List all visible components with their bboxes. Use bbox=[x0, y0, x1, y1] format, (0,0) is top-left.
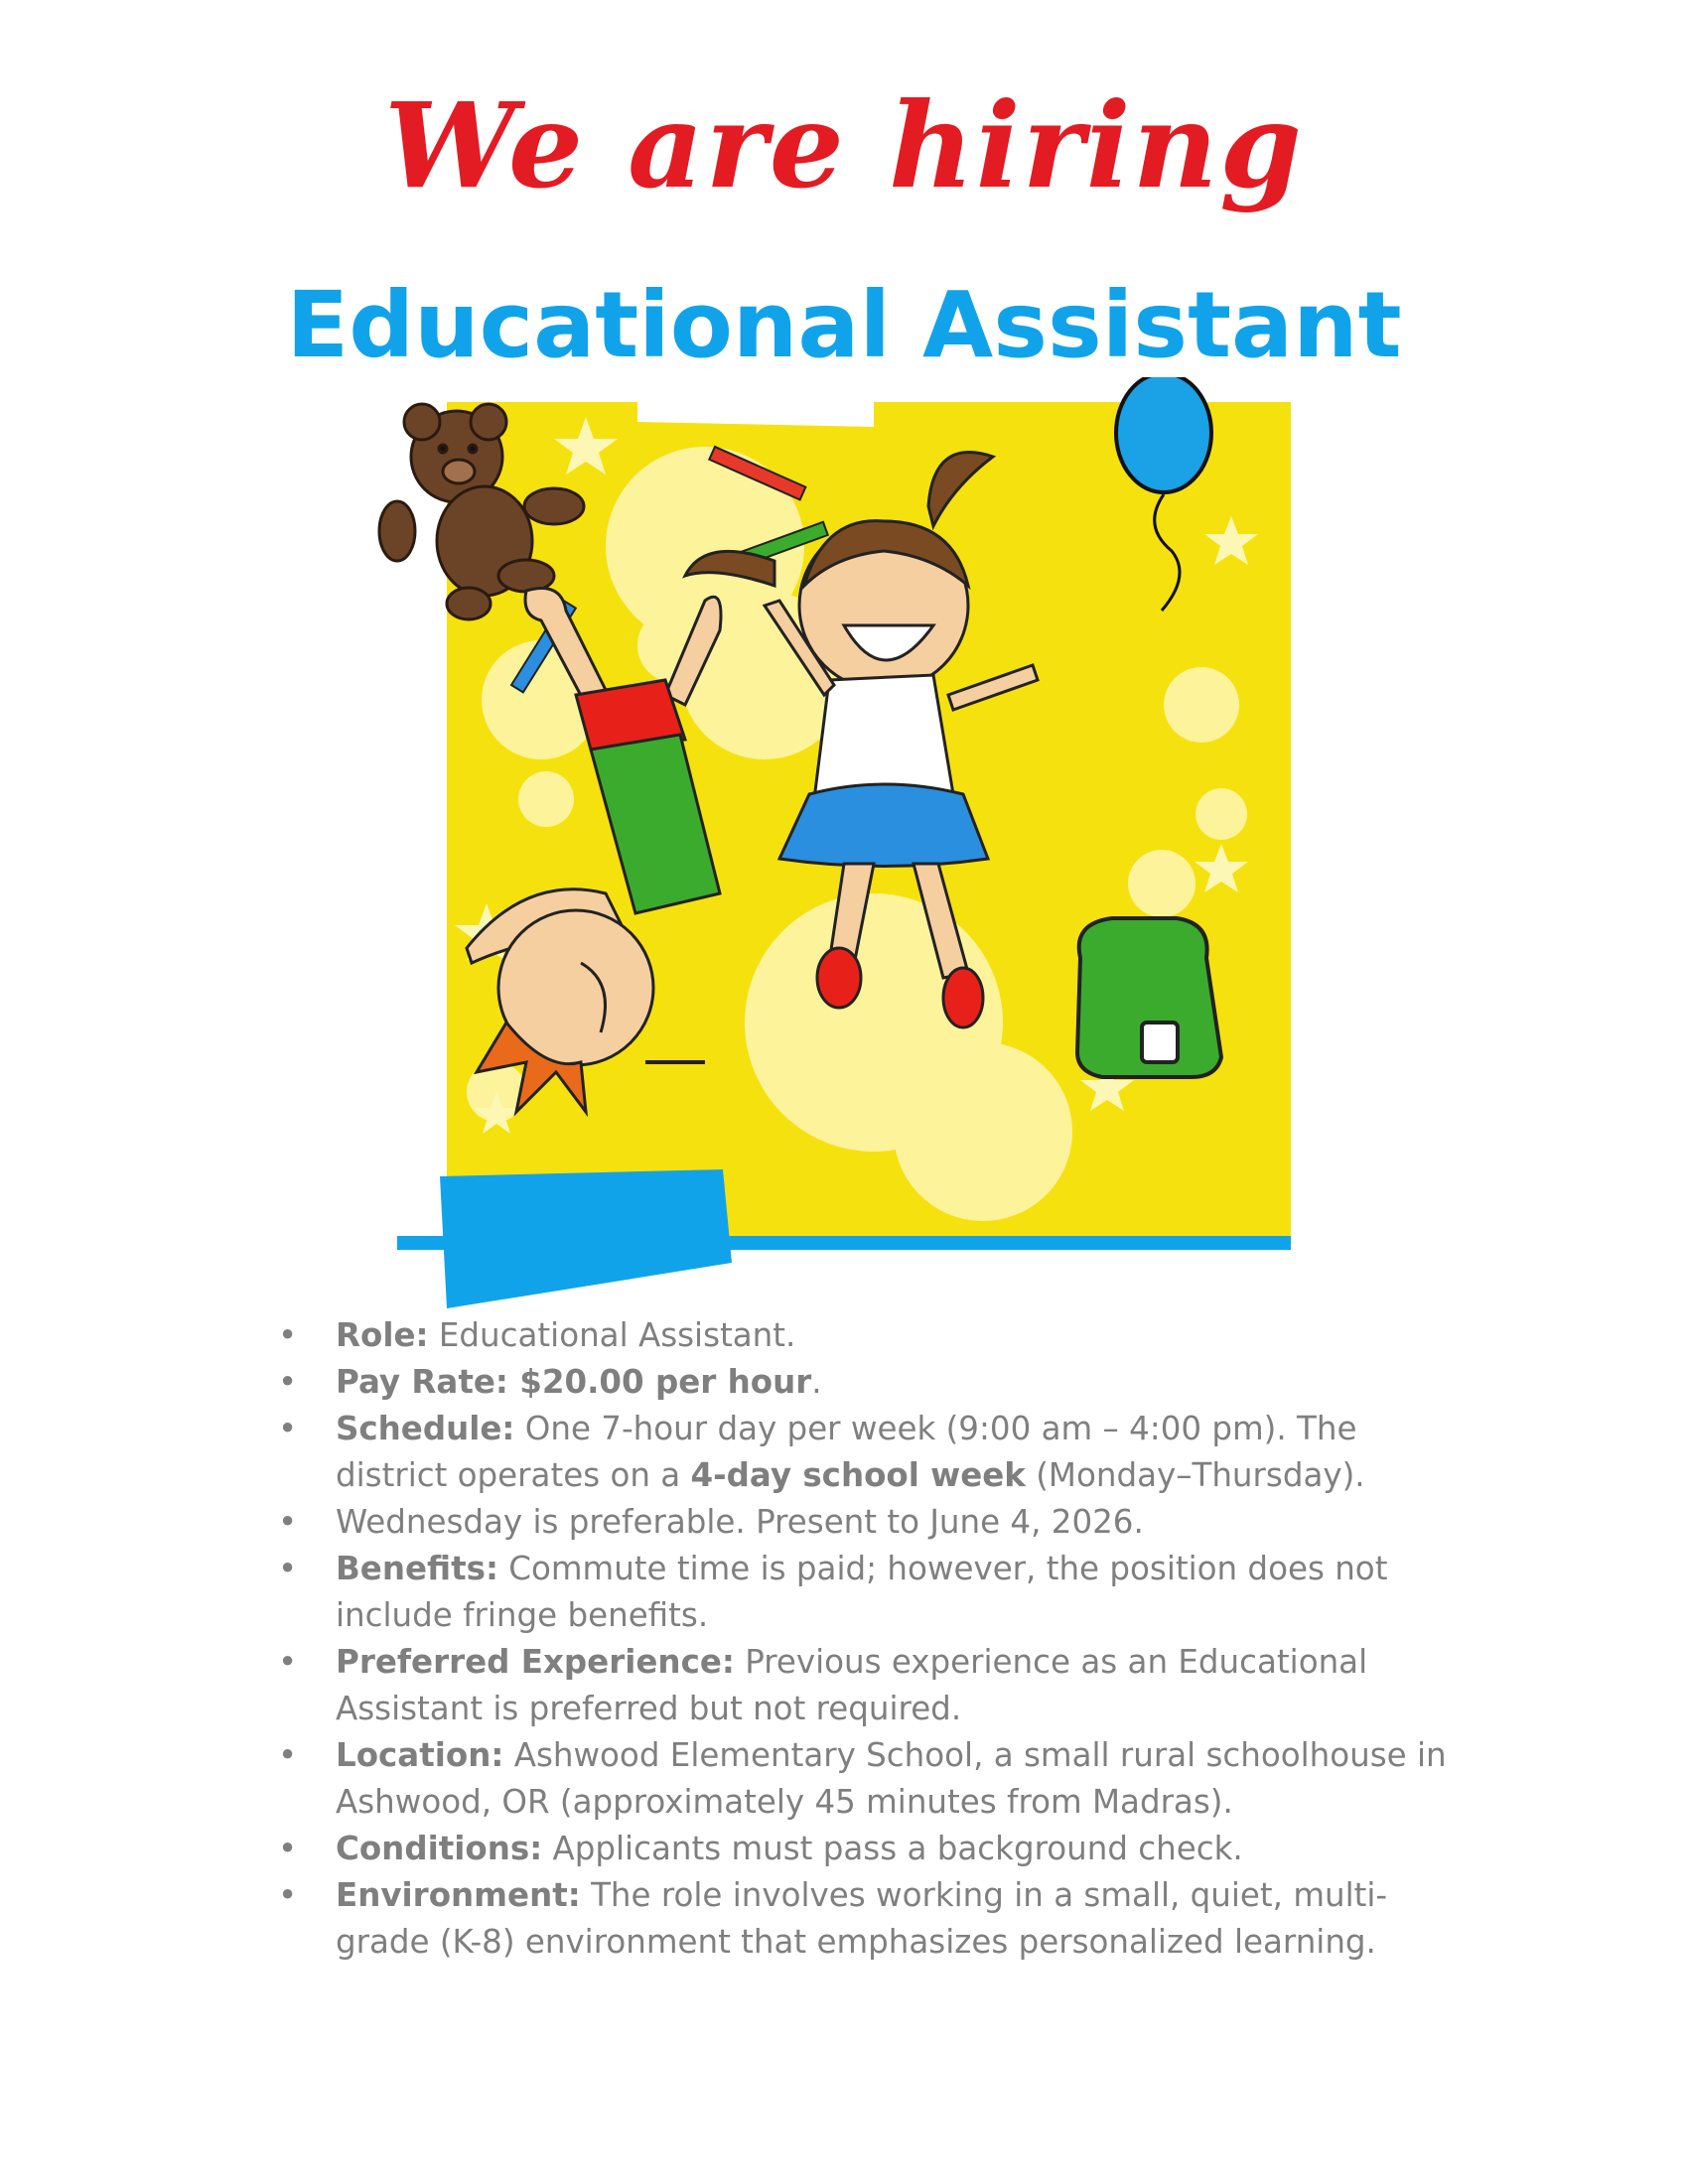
detail-experience-text: Previous experience as an Educational Assistant is preferred but not required. bbox=[336, 1643, 1368, 1727]
detail-experience-label: Preferred Experience: bbox=[336, 1643, 735, 1681]
detail-role bbox=[256, 1312, 1448, 1359]
blue-tilted-block bbox=[440, 1169, 732, 1308]
detail-location-label: Location: bbox=[336, 1736, 504, 1774]
detail-schedule-text-end: (Monday–Thursday). bbox=[1025, 1456, 1365, 1494]
detail-role-text: Educational Assistant. bbox=[428, 1316, 796, 1354]
detail-environment-label: Environment: bbox=[336, 1876, 581, 1914]
detail-location-text: Ashwood Elementary School, a small rural schoolhouse in Ashwood, OR (approximately 45 minutes from Madras). bbox=[336, 1736, 1447, 1821]
detail-benefits-label: Benefits: bbox=[336, 1550, 498, 1587]
detail-environment-text: The role involves working in a small, quiet, multi-grade (K-8) environment that emphasizes personalized learning. bbox=[336, 1876, 1388, 1961]
detail-environment bbox=[256, 1872, 1448, 1966]
detail-role-label: Role: bbox=[336, 1316, 429, 1354]
detail-day-preference-text: Wednesday is preferable. Present to June 4, 2026. bbox=[336, 1503, 1144, 1541]
detail-pay-rate-label: Pay Rate: $20.00 per hour bbox=[336, 1363, 812, 1401]
green-backpack bbox=[1077, 918, 1221, 1077]
detail-schedule bbox=[256, 1406, 1448, 1499]
detail-schedule-label: Schedule: bbox=[336, 1410, 515, 1447]
headline: We are hiring bbox=[384, 76, 1304, 214]
detail-preferred-experience bbox=[256, 1639, 1448, 1732]
detail-benefits-text: Commute time is paid; however, the position does not include fringe benefits. bbox=[336, 1550, 1388, 1634]
position-title: Educational Assistant bbox=[286, 272, 1402, 378]
detail-schedule-highlight: 4-day school week bbox=[690, 1456, 1026, 1494]
detail-conditions-label: Conditions: bbox=[336, 1830, 543, 1867]
detail-location bbox=[256, 1732, 1448, 1826]
job-details-list bbox=[256, 1312, 1448, 1966]
detail-benefits bbox=[256, 1546, 1448, 1639]
detail-day-preference bbox=[256, 1499, 1448, 1546]
detail-pay-rate bbox=[256, 1359, 1448, 1406]
detail-conditions bbox=[256, 1826, 1448, 1872]
children-playing-illustration bbox=[377, 377, 1311, 1330]
detail-conditions-text: Applicants must pass a background check. bbox=[542, 1830, 1243, 1867]
detail-pay-rate-text: . bbox=[811, 1363, 822, 1401]
detail-schedule-text: One 7-hour day per week (9:00 am – 4:00 pm). The district operates on a bbox=[336, 1410, 1357, 1494]
